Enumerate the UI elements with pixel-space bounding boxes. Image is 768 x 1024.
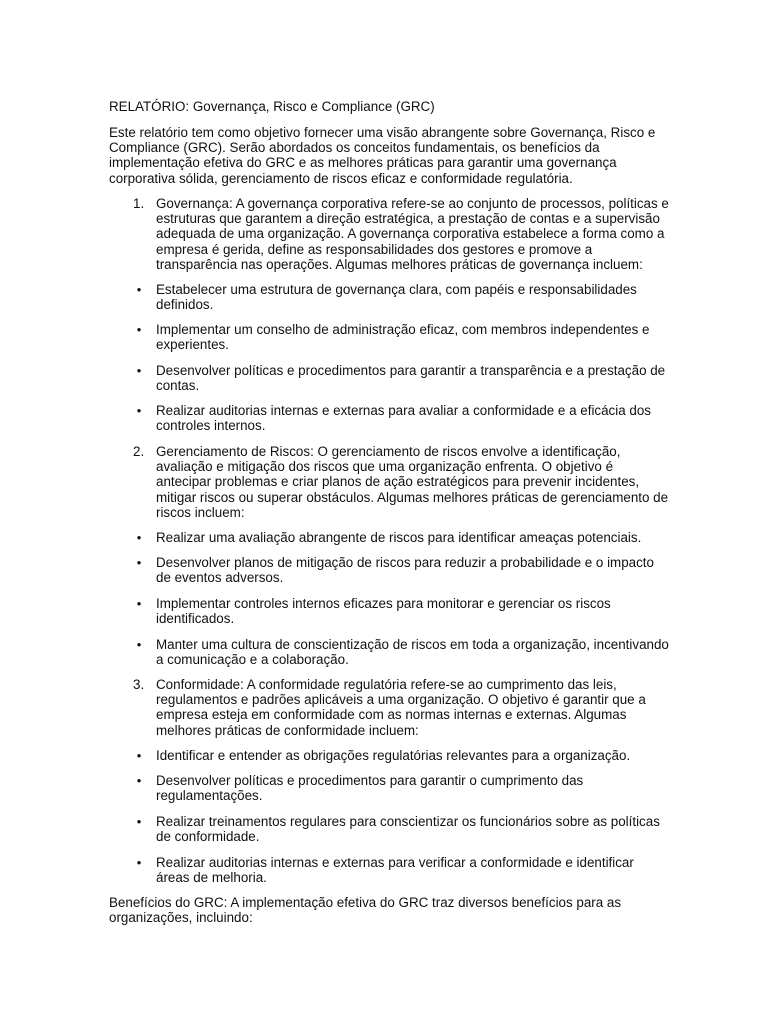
bullet-icon: • <box>136 555 142 570</box>
item-text: Gerenciamento de Riscos: O gerenciamento de riscos envolve a identificação, avaliação e mitigação dos riscos que uma organização enfrenta. O objetivo é antecipar problemas e criar planos de ação estratégicos para prevenir incidentes, mitigar riscos ou superar obstáculos. Algumas melhores práticas de gerenciamento de riscos incluem: <box>156 444 669 520</box>
bullet-icon: • <box>136 748 142 763</box>
bullet-icon: • <box>136 596 142 611</box>
benefits-paragraph: Benefícios do GRC: A implementação efetiva do GRC traz diversos benefícios para as organizações, incluindo: <box>109 895 622 926</box>
bullet-icon: • <box>136 403 142 418</box>
item-number: 3. <box>133 677 145 692</box>
item-text: Implementar controles internos eficazes para monitorar e gerenciar os riscos identificados. <box>156 596 611 627</box>
item-text: Realizar uma avaliação abrangente de riscos para identificar ameaças potenciais. <box>156 530 642 545</box>
item-text: Realizar auditorias internas e externas para avaliar a conformidade e a eficácia dos controles internos. <box>156 403 651 434</box>
intro-paragraph: Este relatório tem como objetivo fornecer uma visão abrangente sobre Governança, Risco e Compliance (GRC). Serão abordados os conceitos fundamentais, os benefícios da implementação efetiva do GRC e as melhores práticas para garantir uma governança corporativa sólida, gerenciamento de riscos eficaz e conformidade regulatória. <box>109 125 656 186</box>
item-text: Realizar auditorias internas e externas para verificar a conformidade e identificar áreas de melhoria. <box>156 855 634 886</box>
item-text: Implementar um conselho de administração eficaz, com membros independentes e experientes. <box>156 322 650 353</box>
document-title: RELATÓRIO: Governança, Risco e Compliance (GRC) <box>109 99 435 114</box>
item-text: Desenvolver planos de mitigação de riscos para reduzir a probabilidade e o impacto de eventos adversos. <box>156 555 654 586</box>
item-text: Identificar e entender as obrigações regulatórias relevantes para a organização. <box>156 748 631 763</box>
bullet-icon: • <box>136 855 142 870</box>
item-text: Desenvolver políticas e procedimentos para garantir o cumprimento das regulamentações. <box>156 773 584 804</box>
item-text: Realizar treinamentos regulares para conscientizar os funcionários sobre as políticas de conformidade. <box>156 814 660 845</box>
bullet-icon: • <box>136 773 142 788</box>
bullet-icon: • <box>136 282 142 297</box>
bullet-icon: • <box>136 637 142 652</box>
item-number: 1. <box>133 196 145 211</box>
item-text: Estabelecer uma estrutura de governança clara, com papéis e responsabilidades definidos. <box>156 282 637 313</box>
item-number: 2. <box>133 444 145 459</box>
bullet-icon: • <box>136 363 142 378</box>
bullet-icon: • <box>136 322 142 337</box>
bullet-icon: • <box>136 814 142 829</box>
item-text: Manter uma cultura de conscientização de riscos em toda a organização, incentivando a comunicação e a colaboração. <box>156 637 669 668</box>
item-text: Desenvolver políticas e procedimentos para garantir a transparência e a prestação de contas. <box>156 363 666 394</box>
item-text: Conformidade: A conformidade regulatória refere-se ao cumprimento das leis, regulamentos e padrões aplicáveis a uma organização. O objetivo é garantir que a empresa esteja em conformidade com as normas internas e externas. Algumas melhores práticas de conformidade incluem: <box>156 677 646 738</box>
item-text: Governança: A governança corporativa refere-se ao conjunto de processos, políticas e estruturas que garantem a direção estratégica, a prestação de contas e a supervisão adequada de uma organização. A governança corporativa estabelece a forma como a empresa é gerida, define as responsabilidades dos gestores e promove a transparência nas operações. Algumas melhores práticas de governança incluem: <box>156 196 669 272</box>
bullet-icon: • <box>136 530 142 545</box>
